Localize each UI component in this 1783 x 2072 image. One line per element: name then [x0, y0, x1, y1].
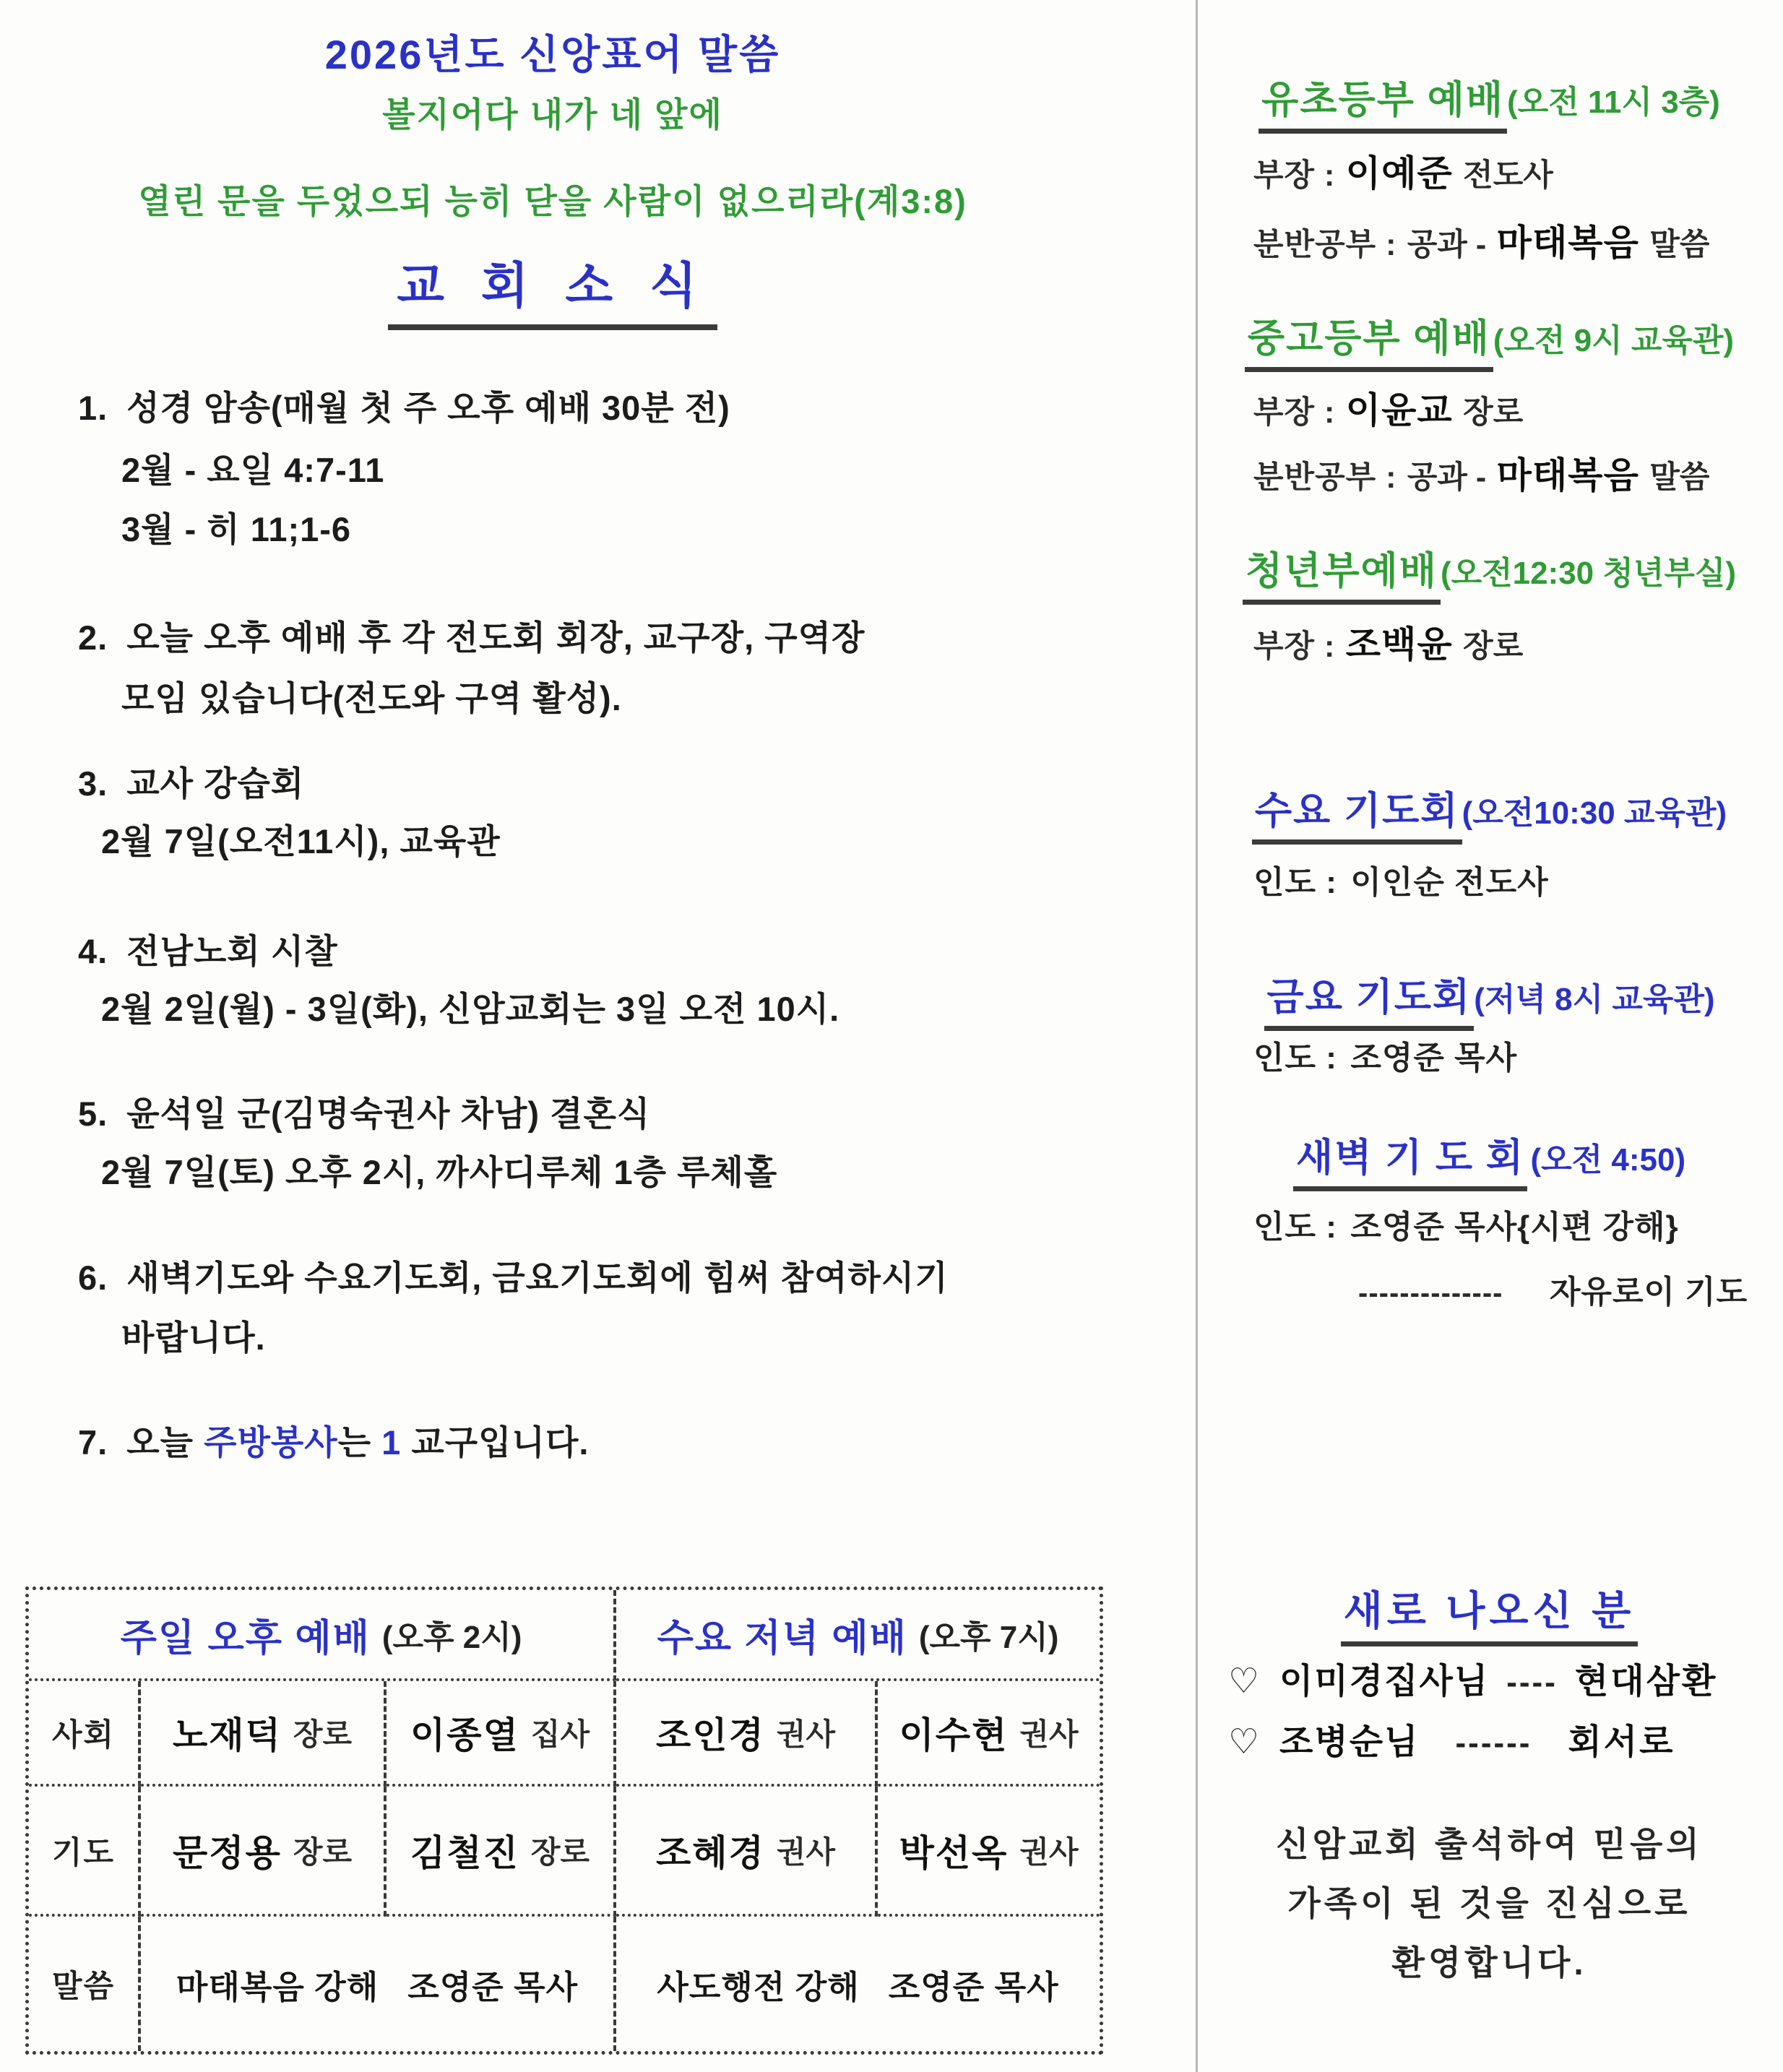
newcomer-entry-1: ♡ 이미경집사님 ---- 현대삼환: [1228, 1662, 1718, 1701]
youth-lesson-line: 분반공부 : 공과 - 마태복음 말씀: [1253, 455, 1710, 496]
table-cell: 노재덕 장로: [141, 1681, 387, 1787]
worship-servers-table: [25, 1587, 1103, 2055]
wednesday-prayer-leader-line: 인도 : 이인순 전도사: [1253, 865, 1549, 900]
welcome-line-2: 가족이 된 것을 진심으로: [1287, 1884, 1691, 1922]
news-item-4: 4. 전남노회 시찰: [78, 932, 338, 970]
table-cell: 이수현 권사: [878, 1681, 1100, 1787]
news-item-1: 1. 성경 암송(매월 첫 주 오후 예배 30분 전): [78, 389, 730, 427]
heart-icon: ♡: [1228, 1662, 1260, 1701]
table-cell: 이종열 집사: [387, 1681, 616, 1787]
section-title-children-worship: 유초등부 예배(오전 11시 3층): [1196, 69, 1783, 134]
news-item-3: 3. 교사 강습회: [78, 764, 305, 803]
news-item-6: 6. 새벽기도와 수요기도회, 금요기도회에 힘써 참여하시기: [78, 1259, 949, 1297]
young-adult-head-line: 부장 : 조백윤 장로: [1253, 624, 1524, 665]
table-header-sunday-afternoon: 주일 오후 예배 (오후 2시): [29, 1590, 616, 1681]
table-row-label-prayer: 기도: [29, 1787, 141, 1917]
newcomer-entry-2: ♡ 조병순님 ------ 회서로: [1228, 1723, 1675, 1761]
news-item-4-sub-1: 2월 2일(월) - 3일(화), 신암교회는 3일 오전 10시.: [101, 990, 840, 1028]
section-title-young-adult-worship: 청년부예배(오전12:30 청년부실): [1196, 540, 1783, 605]
district-number-highlight: 1: [381, 1423, 402, 1462]
friday-prayer-leader-line: 인도 : 조영준 목사: [1253, 1040, 1518, 1076]
table-cell: 박선옥 권사: [878, 1787, 1100, 1917]
section-title-youth-worship: 중고등부 예배(오전 9시 교육관): [1196, 308, 1783, 372]
news-item-7: 7. 오늘 주방봉사는 1 교구입니다.: [78, 1423, 590, 1462]
dawn-prayer-leader-line: 인도 : 조영준 목사{시편 강해}: [1253, 1209, 1679, 1245]
table-row-label-sermon: 말씀: [29, 1917, 141, 2051]
section-title-wednesday-prayer: 수요 기도회(오전10:30 교육관): [1196, 780, 1783, 845]
table-row-label-presider: 사회: [29, 1681, 141, 1787]
welcome-line-1: 신암교회 출석하여 믿음의: [1276, 1825, 1703, 1863]
news-item-3-sub-1: 2월 7일(오전11시), 교육관: [101, 822, 501, 860]
motto-line-2: 열린 문을 두었으되 능히 닫을 사람이 없으리라(계3:8): [138, 182, 967, 220]
news-item-5: 5. 윤석일 군(김명숙권사 차남) 결혼식: [78, 1095, 651, 1133]
news-item-6-sub-1: 바랍니다.: [121, 1318, 266, 1357]
table-cell: 조혜경 권사: [616, 1787, 878, 1917]
heart-icon: ♡: [1228, 1723, 1260, 1761]
motto-line-1: 볼지어다 내가 네 앞에: [382, 95, 723, 134]
news-item-2-sub-1: 모임 있습니다(전도와 구역 활성).: [121, 679, 622, 717]
welcome-line-3: 환영합니다.: [1391, 1943, 1587, 1982]
news-item-1-sub-2: 3월 - 히 11;1-6: [121, 510, 352, 548]
table-cell: 문정용 장로: [141, 1787, 387, 1917]
children-head-line: 부장 : 이예준 전도사: [1253, 153, 1553, 194]
table-cell-sermon-left: 마태복음 강해 조영준 목사: [141, 1917, 616, 2051]
news-heading: 교 회 소 식: [22, 247, 1084, 330]
motto-title: 2026년도 신앙표어 말씀: [324, 32, 781, 77]
children-lesson-line: 분반공부 : 공과 - 마태복음 말씀: [1253, 223, 1710, 263]
youth-head-line: 부장 : 이윤교 장로: [1253, 390, 1524, 431]
table-cell-sermon-right: 사도행전 강해 조영준 목사: [657, 1968, 1059, 2006]
kitchen-duty-highlight: 주방봉사: [204, 1423, 338, 1462]
section-title-friday-prayer: 금요 기도회(저녁 8시 교육관): [1196, 967, 1783, 1031]
table-cell: 조인경 권사: [616, 1681, 878, 1787]
newcomers-heading: 새로 나오신 분: [1196, 1579, 1783, 1646]
table-cell: 김철진 장로: [387, 1787, 616, 1917]
news-item-1-sub-1: 2월 - 요일 4:7-11: [121, 451, 385, 489]
section-title-dawn-prayer: 새벽 기 도 회 (오전 4:50): [1196, 1127, 1783, 1191]
motto-block: [22, 23, 1084, 81]
news-item-5-sub-1: 2월 7일(토) 오후 2시, 까사디루체 1층 루체홀: [101, 1153, 778, 1191]
dawn-prayer-free-line: -------------- 자유로이 기도: [1358, 1274, 1748, 1310]
news-item-2: 2. 오늘 오후 예배 후 각 전도회 회장, 교구장, 구역장: [78, 618, 865, 657]
table-header-wednesday-evening: 수요 저녁 예배 (오후 7시): [616, 1590, 1100, 1681]
